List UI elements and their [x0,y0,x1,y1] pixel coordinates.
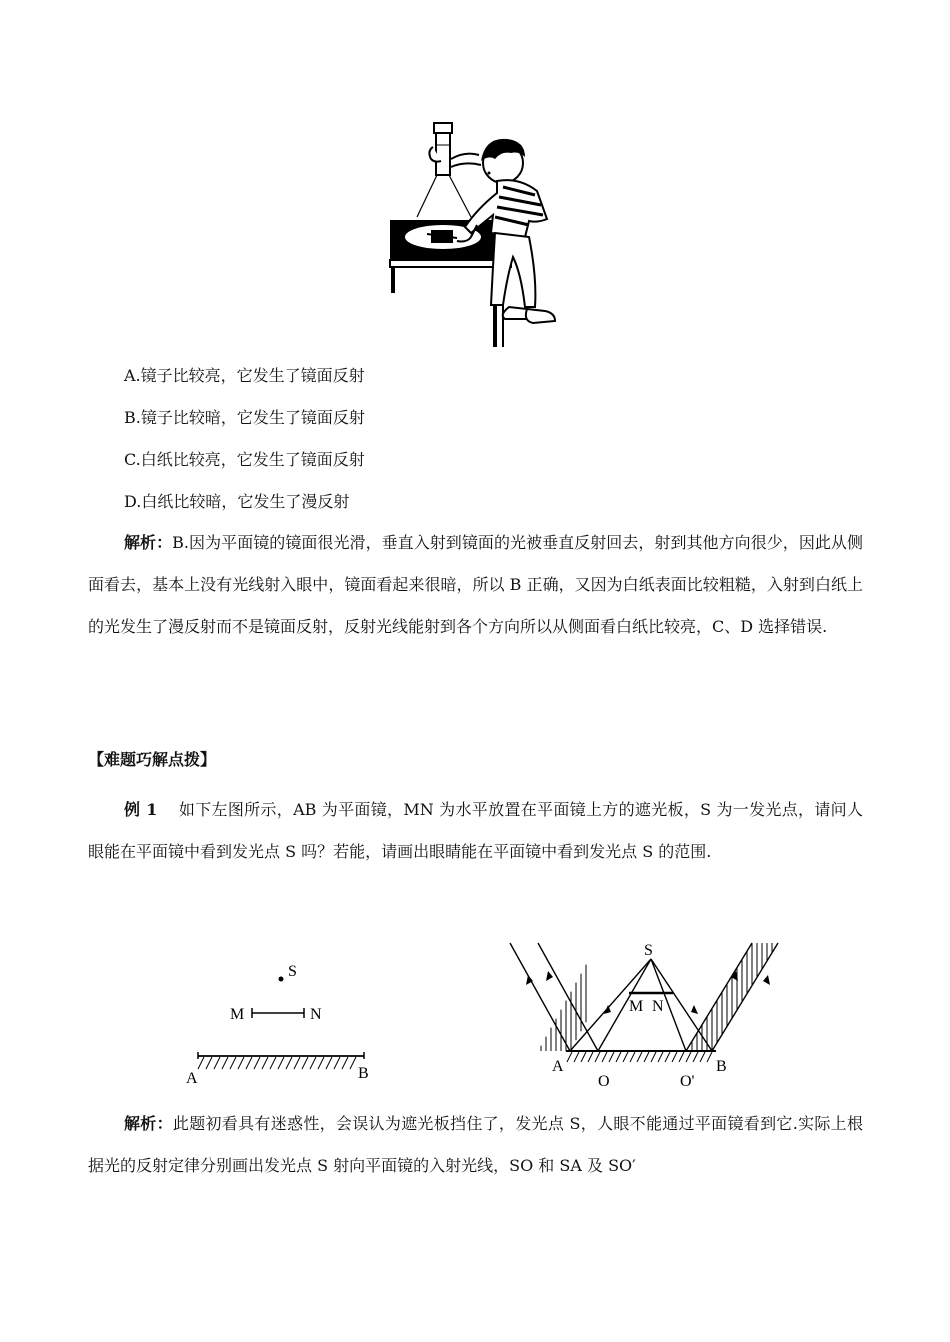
option-d: D.白纸比较暗，它发生了漫反射 [124,492,350,511]
hatch-mark [616,1052,621,1062]
hatch-mark [588,1052,593,1062]
hatch-mark [679,1052,684,1062]
label-a: A [186,1070,198,1087]
label-n: N [310,1006,322,1023]
flashlight-experiment-illustration [385,115,575,350]
hatch-mark [310,1057,316,1069]
label-m: M [230,1006,245,1023]
analysis-label: 解析： [124,1114,173,1133]
label-o-prime: O' [680,1073,695,1090]
hatch-mark [665,1052,670,1062]
hatch-mark [206,1057,212,1069]
hatch-mark [602,1052,607,1062]
hatch-mark [278,1057,284,1069]
hatch-mark [700,1052,705,1062]
hatch-mark [262,1057,268,1069]
label-n: N [652,998,664,1015]
label-o: O [598,1073,610,1090]
hatch-mark [651,1052,656,1062]
hatch-mark [350,1057,356,1069]
label-b: B [716,1058,727,1075]
hatch-mark [198,1057,204,1069]
hatch-mark [630,1052,635,1062]
option-a: A.镜子比较亮，它发生了镜面反射 [124,366,365,385]
label-s: S [644,942,653,959]
hatch-mark [658,1052,663,1062]
point-s [279,977,284,982]
hatch-mark [567,1052,572,1062]
hatch-mark [302,1057,308,1069]
hatch-mark [326,1057,332,1069]
hatch-mark [707,1052,712,1062]
option-b: B.镜子比较暗，它发生了镜面反射 [124,408,365,427]
hatch-mark [246,1057,252,1069]
left-mirror-diagram [180,955,380,1090]
label-m: M [629,998,644,1015]
hatch-mark [693,1052,698,1062]
right-mirror-diagram [500,935,790,1090]
option-c: C.白纸比较亮，它发生了镜面反射 [124,450,365,469]
hatch-mark [270,1057,276,1069]
hatch-mark [644,1052,649,1062]
example-text: 如下左图所示，AB 为平面镜，MN 为水平放置在平面镜上方的遮光板，S 为一发光点，请问人眼能在平面镜中看到发光点 S 吗？若能，请画出眼睛能在平面镜中看到发光点 S 的范围. [88,800,863,861]
analysis-paragraph-1 [88,522,863,648]
hatch-mark [672,1052,677,1062]
example-paragraph [88,789,863,873]
hatch-mark [254,1057,260,1069]
section-heading: 【难题巧解点拨】 [88,750,217,769]
hatch-mark [686,1052,691,1062]
label-s: S [288,963,297,980]
analysis-label: 解析： [124,533,173,552]
example-label: 例 1 [124,800,158,819]
hatch-mark [294,1057,300,1069]
label-b: B [358,1065,369,1082]
hatch-mark [342,1057,348,1069]
analysis-text: 此题初看具有迷惑性，会误认为遮光板挡住了，发光点 S，人眼不能通过平面镜看到它.实际上根据光的反射定律分别画出发光点 S 射向平面镜的入射光线，SO 和 SA 及 SO′ [88,1114,863,1175]
hatch-mark [595,1052,600,1062]
hatch-mark [574,1052,579,1062]
hatch-mark [222,1057,228,1069]
analysis-text: B.因为平面镜的镜面很光滑，垂直入射到镜面的光被垂直反射回去，射到其他方向很少，因此从侧面看去，基本上没有光线射入眼中，镜面看起来很暗，所以 B 正确，又因为白纸表面比较粗糙，入射到白纸上的光发生了漫反射而不是镜面反射，反射光线能射到各个方向所以从侧面看白纸比较亮，C、D 选择错误. [88,533,863,636]
hatch-mark [230,1057,236,1069]
hatch-mark [637,1052,642,1062]
hatch-mark [286,1057,292,1069]
hatch-mark [623,1052,628,1062]
label-a: A [552,1058,564,1075]
analysis-paragraph-2 [88,1103,863,1187]
hatch-mark [318,1057,324,1069]
hatch-mark [581,1052,586,1062]
hatch-mark [609,1052,614,1062]
hatch-mark [214,1057,220,1069]
hatch-mark [238,1057,244,1069]
hatch-mark [334,1057,340,1069]
